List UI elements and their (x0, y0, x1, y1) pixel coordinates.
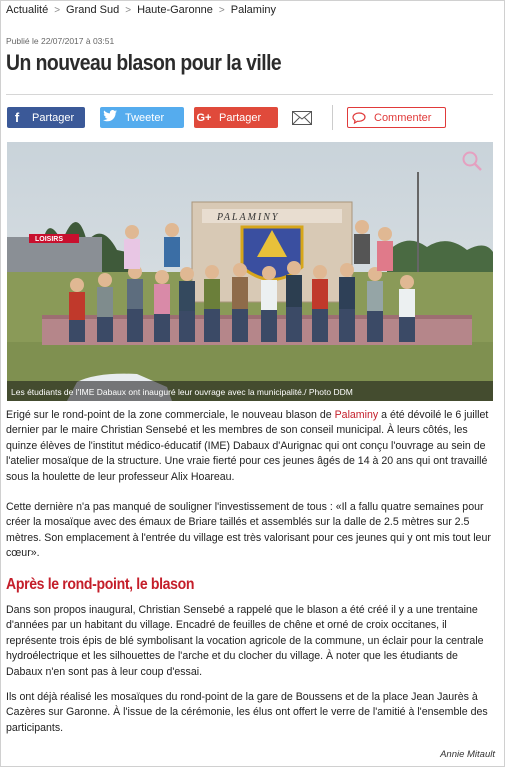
twitter-icon (100, 110, 120, 125)
article-paragraph-2: Cette dernière n'a pas manqué de souligner l'investissement de tous : «Il a fallu quatre semaines pour créer la mosaïque avec des émaux de Briare taillés et assemblés sur la dalle de 2.5 mètres sur 2.5 mètres. Son emplacement à l'entrée du village est très valorisant pour ces jeunes qui y ont mis tout leur cœur». (6, 501, 491, 560)
article-subheading: Après le rond-point, le blason (6, 576, 195, 593)
article-paragraph-4: Ils ont déjà réalisé les mosaïques du rond-point de la gare de Boussens et de la place Jean Jaurès à Cazères sur Garonne. À l'issue de la cérémonie, les élus ont offert le verre de l'amitié à l'ensemble des participants. (6, 691, 488, 734)
email-share-button[interactable] (288, 107, 316, 128)
googleplus-share-label: Partager (219, 111, 262, 124)
divider (332, 105, 333, 130)
paragraph-text: Erigé sur le rond-point de la zone commerciale, le nouveau blason de (6, 409, 335, 421)
facebook-share-label: Partager (32, 111, 75, 124)
paragraph-text: a été dévoilé le 6 juillet dernier par le maire Christian Sensebé et les membres de son conseil municipal. À leurs côtés, les quinze élèves de l'institut médico-éducatif (IME) Dabaux d'Aurignac qui ont conçu l'ouvrage au sein de l'atelier mosaïque de la structure. Une vraie fierté pour ces jeunes âgés de 14 à 20 ans qui ont travaillé sous la houlette de leur professeur Alix Hoareau. (6, 409, 489, 483)
breadcrumb-item-palaminy[interactable]: Palaminy (230, 4, 277, 16)
twitter-share-button[interactable] (100, 107, 184, 128)
monument-sign: PALAMINY (217, 212, 280, 223)
share-bar (7, 107, 497, 129)
googleplus-share-button[interactable] (194, 107, 278, 128)
zoom-button[interactable] (461, 150, 483, 172)
article-photo[interactable] (7, 142, 493, 401)
zoom-icon (461, 150, 483, 172)
comment-label: Commenter (374, 111, 432, 124)
publish-date: Publié le 22/07/2017 à 03:51 (6, 36, 115, 46)
facebook-share-button[interactable] (7, 107, 85, 128)
twitter-share-label: Tweeter (125, 111, 165, 124)
article-title: Un nouveau blason pour la ville (6, 50, 282, 75)
mail-icon (292, 111, 312, 125)
chevron-right-icon: > (125, 4, 132, 16)
photo-caption: Les étudiants de l'IME Dabaux ont inauguré leur ouvrage avec la municipalité./ Photo DDM (7, 381, 493, 401)
article-author: Annie Mitault (440, 749, 495, 760)
comment-button[interactable] (347, 107, 446, 128)
group-photo (7, 142, 493, 401)
chevron-right-icon: > (218, 4, 225, 16)
breadcrumb-item-grand-sud[interactable]: Grand Sud (66, 4, 120, 16)
article-paragraph-3: Dans son propos inaugural, Christian Sensebé a rappelé que le blason a été créé il y a une trentaine d'années par un habitant du village. Encadré de feuilles de chêne et orné de croix occitanes, il représente trois épis de blé symbolisant la vocation agricole de la commune, un éclair pour la centrale hydroélectrique et les silhouettes de l'arche et du clocher du village. À noter que les étudiants de Dabaux n'en sont pas à leur coup d'essai. (6, 604, 484, 678)
facebook-icon: f (14, 110, 20, 125)
palaminy-link[interactable]: Palaminy (334, 409, 379, 421)
chevron-right-icon: > (54, 4, 61, 16)
breadcrumb-item-haute-garonne[interactable]: Haute-Garonne (137, 4, 213, 16)
comment-icon (348, 112, 370, 124)
article-paragraph-1 (6, 408, 494, 485)
googleplus-icon: G+ (196, 111, 212, 124)
breadcrumb-item-actualite[interactable]: Actualité (6, 4, 49, 16)
store-sign: LOISIRS (35, 236, 64, 243)
breadcrumb (6, 4, 276, 16)
divider (6, 94, 493, 95)
